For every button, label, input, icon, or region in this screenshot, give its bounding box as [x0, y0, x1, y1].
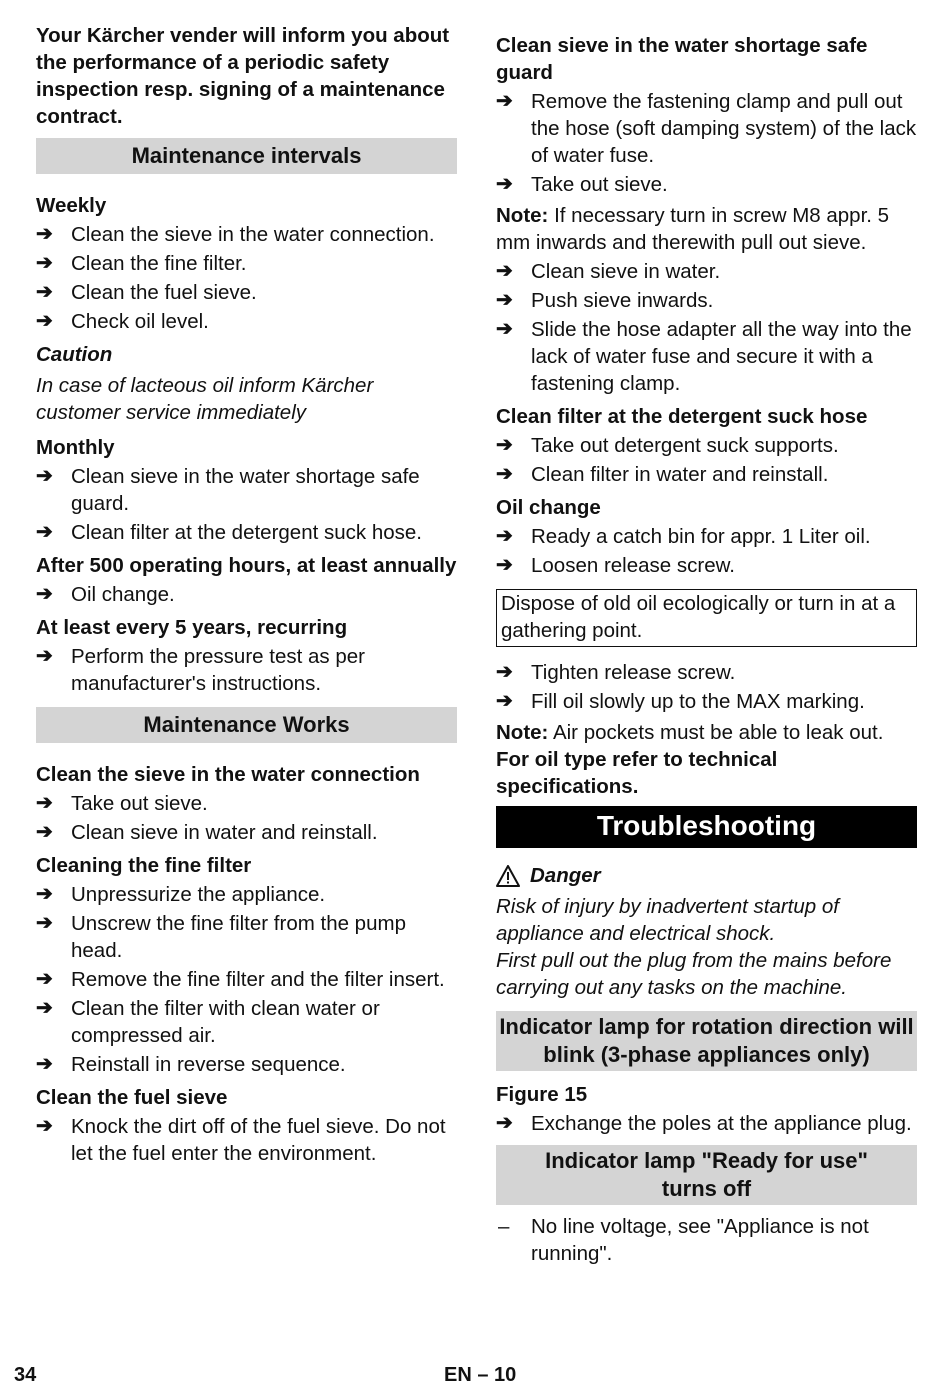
clean-sieve-heading: Clean the sieve in the water connection	[36, 763, 420, 786]
arrow-right-icon: ➔	[36, 968, 53, 990]
arrow-right-icon: ➔	[36, 310, 53, 332]
ready-lamp-heading: Indicator lamp "Ready for use" turns off	[496, 1145, 917, 1205]
list-item: ➔ Clean filter at the detergent suck hose.	[36, 521, 422, 544]
list-item: ➔ Take out sieve.	[496, 173, 668, 196]
rotation-lamp-heading: Indicator lamp for rotation direction will blink (3-phase appliances only)	[496, 1011, 917, 1071]
monthly-list	[36, 463, 457, 546]
list-item: ➔ Remove the fastening clamp and pull out the hose (soft damping system) of the lack of water fuse.	[496, 90, 917, 167]
danger-text-2: First pull out the plug from the mains before carrying out any tasks on the machine.	[496, 949, 892, 999]
right-column	[496, 32, 917, 1275]
arrow-right-icon: ➔	[496, 554, 513, 576]
maintenance-intervals-heading: Maintenance intervals	[36, 138, 457, 174]
list-item: ➔ Check oil level.	[36, 310, 209, 333]
list-item: ➔ Exchange the poles at the appliance plug.	[496, 1112, 912, 1135]
intro-text: Your Kärcher vender will inform you about the performance of a periodic safety inspection resp. signing of a maintenance contract.	[36, 24, 450, 128]
arrow-right-icon: ➔	[36, 883, 53, 905]
monthly-heading: Monthly	[36, 436, 115, 459]
warning-triangle-icon	[496, 865, 520, 887]
oil-change-heading: Oil change	[496, 496, 601, 519]
shortage-list-b	[496, 258, 917, 397]
detergent-list	[496, 432, 917, 488]
detergent-heading: Clean filter at the detergent suck hose	[496, 405, 868, 428]
list-item: ➔ Perform the pressure test as per manufacturer's instructions.	[36, 645, 365, 695]
left-column	[36, 22, 457, 1171]
arrow-right-icon: ➔	[36, 583, 53, 605]
arrow-right-icon: ➔	[36, 465, 53, 487]
fuel-sieve-list	[36, 1113, 457, 1167]
every-5-years-heading: At least every 5 years, recurring	[36, 616, 348, 639]
oil-list-a	[496, 523, 917, 579]
arrow-right-icon: ➔	[36, 645, 53, 667]
arrow-right-icon: ➔	[496, 463, 513, 485]
list-item: ➔ Unpressurize the appliance.	[36, 883, 326, 906]
arrow-right-icon: ➔	[36, 521, 53, 543]
list-item: ➔ Fill oil slowly up to the MAX marking.	[496, 690, 865, 713]
list-item: ➔ Reinstall in reverse sequence.	[36, 1053, 346, 1076]
oil-type-note: For oil type refer to technical specifications.	[496, 748, 778, 798]
list-item: ➔ Clean the fuel sieve.	[36, 281, 257, 304]
arrow-right-icon: ➔	[496, 173, 513, 195]
shortage-guard-heading: Clean sieve in the water shortage safe guard	[496, 34, 868, 84]
page-code: EN – 10	[444, 1364, 517, 1386]
list-item: ➔ Clean the filter with clean water or compressed air.	[36, 997, 380, 1047]
arrow-right-icon: ➔	[36, 252, 53, 274]
caution-heading: Caution	[36, 343, 113, 366]
arrow-right-icon: ➔	[36, 821, 53, 843]
arrow-right-icon: ➔	[496, 690, 513, 712]
arrow-right-icon: ➔	[36, 912, 53, 934]
every-5-years-list	[36, 643, 457, 697]
rotation-lamp-list	[496, 1110, 917, 1137]
list-item: ➔ Clean sieve in the water shortage safe guard.	[36, 465, 420, 515]
list-item: ➔ Slide the hose adapter all the way into the lack of water fuse and secure it with a fastening clamp.	[496, 318, 912, 395]
arrow-right-icon: ➔	[496, 661, 513, 683]
list-item: ➔ Clean filter in water and reinstall.	[496, 463, 829, 486]
disposal-notice-box: Dispose of old oil ecologically or turn in at a gathering point.	[496, 589, 917, 647]
arrow-right-icon: ➔	[36, 281, 53, 303]
list-item: ➔ Take out sieve.	[36, 792, 208, 815]
arrow-right-icon: ➔	[496, 1112, 513, 1134]
list-item: ➔ Remove the fine filter and the filter insert.	[36, 968, 445, 991]
arrow-right-icon: ➔	[36, 792, 53, 814]
list-item: ➔ Clean the fine filter.	[36, 252, 247, 275]
arrow-right-icon: ➔	[496, 90, 513, 112]
list-item: ➔ Ready a catch bin for appr. 1 Liter oil.	[496, 525, 871, 548]
caution-text: In case of lacteous oil inform Kärcher customer service immediately	[36, 374, 374, 424]
list-item: ➔ Oil change.	[36, 583, 175, 606]
arrow-right-icon: ➔	[36, 997, 53, 1019]
list-item: ➔ Knock the dirt off of the fuel sieve. Do not let the fuel enter the environment.	[36, 1115, 446, 1165]
list-item: – No line voltage, see "Appliance is not running".	[498, 1215, 869, 1265]
fuel-sieve-heading: Clean the fuel sieve	[36, 1086, 228, 1109]
shortage-note: Note: If necessary turn in screw M8 appr. 5 mm inwards and therewith pull out sieve.	[496, 204, 890, 254]
shortage-list-a	[496, 88, 917, 198]
list-item: ➔ Tighten release screw.	[496, 661, 736, 684]
arrow-right-icon: ➔	[36, 1115, 53, 1137]
arrow-right-icon: ➔	[496, 434, 513, 456]
oil-note: Note: Air pockets must be able to leak out.	[496, 721, 884, 744]
list-item: ➔ Clean the sieve in the water connection.	[36, 223, 435, 246]
arrow-right-icon: ➔	[36, 223, 53, 245]
dash-bullet: –	[498, 1215, 510, 1238]
arrow-right-icon: ➔	[36, 1053, 53, 1075]
list-item: ➔ Clean sieve in water.	[496, 260, 721, 283]
list-item: ➔ Clean sieve in water and reinstall.	[36, 821, 378, 844]
list-item: ➔ Push sieve inwards.	[496, 289, 714, 312]
list-item: ➔ Take out detergent suck supports.	[496, 434, 839, 457]
page-number: 34	[14, 1364, 37, 1386]
fine-filter-list	[36, 881, 457, 1078]
maintenance-works-heading: Maintenance Works	[36, 707, 457, 743]
danger-heading: Danger	[496, 862, 917, 889]
figure-reference: Figure 15	[496, 1083, 588, 1106]
list-item: ➔ Loosen release screw.	[496, 554, 735, 577]
danger-text-1: Risk of injury by inadvertent startup of appliance and electrical shock.	[496, 895, 839, 945]
weekly-list	[36, 221, 457, 335]
arrow-right-icon: ➔	[496, 318, 513, 340]
oil-list-b	[496, 659, 917, 715]
arrow-right-icon: ➔	[496, 289, 513, 311]
arrow-right-icon: ➔	[496, 525, 513, 547]
weekly-heading: Weekly	[36, 194, 107, 217]
after-500-hours-heading: After 500 operating hours, at least annually	[36, 554, 457, 577]
clean-sieve-list	[36, 790, 457, 846]
list-item: ➔ Unscrew the fine filter from the pump head.	[36, 912, 406, 962]
fine-filter-heading: Cleaning the fine filter	[36, 854, 252, 877]
troubleshooting-heading: Troubleshooting	[496, 806, 917, 848]
arrow-right-icon: ➔	[496, 260, 513, 282]
after-500-list	[36, 581, 457, 608]
